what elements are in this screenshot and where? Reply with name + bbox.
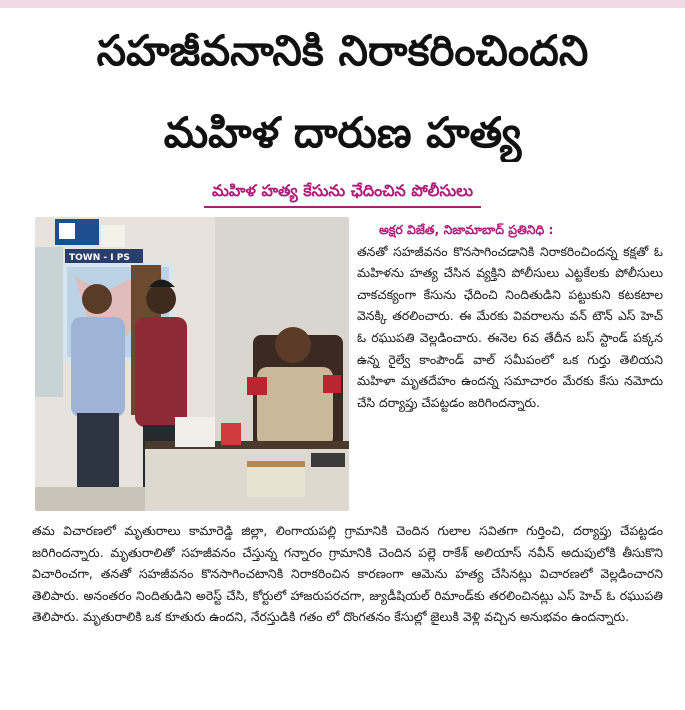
top-color-bar bbox=[0, 0, 685, 8]
news-photo bbox=[35, 217, 349, 511]
article-column-text: తనతో సహజీవనం కొనసాగించడానికి నిరాకరించిందన్న కక్షతో ఓ మహిళను హత్య చేసిన వ్యక్తిని పోలీసులు ఎట్టకేలకు పోలీసులు చాకచక్యంగా కేసును ఛేదించి నిందితుడిని పట్టుకుని కటకటాల వెనక్కి తరలించారు. ఈ మేరకు వివరాలను వన్ టౌన్ ఎస్ హెచ్ ఓ రఘుపతి వెల్లడించారు. ఈనెల 6వ తేదీన బస్ స్టాండ్ పక్కన ఉన్న రైల్వే కాంపౌండ్ వాల్ సమీపంలో ఒక గుర్తు తెలియని మహిళా మృతదేహం ఉందన్న సమాచారం మేరకు కేసు నమోదు చేసి దర్యాప్తు చేపట్టడం జరిగిందన్నారు. bbox=[357, 243, 663, 410]
subheadline bbox=[0, 178, 685, 208]
news-photo-illustration bbox=[35, 217, 349, 511]
photo-sign-text: TOWN - I PS bbox=[69, 253, 130, 263]
subheadline-text: మహిళ హత్య కేసును ఛేదించిన పోలీసులు bbox=[204, 178, 481, 208]
article-full-width-text: తమ విచారణలో మృతురాలు కామారెడ్డి జిల్లా, లింగాయపల్లి గ్రామానికి చెందిన గులాల సవితగా గుర్తించి, దర్యాప్తు చేపట్టడం జరిగిందన్నారు. మృతురాలితో సహజీవనం చేస్తున్న గన్నారం గ్రామానికి చెందిన పల్లె రాకేశ్ అలియాస్ నవీన్ అదుపులోకి తీసుకొని విచారించగా, తనతో సహజీవనం కొనసాగించటానికి నిరాకరించిన కారణంగా ఆమెను హత్య చేసినట్లు విచారణలో వెల్లడించారని తెలిపారు. అనంతరం నిందితుడిని అరెస్ట్ చేసి, కోర్టులో హాజరుపరచగా, జ్యుడీషియల్ రిమాండ్‌కు తరలించినట్లు ఎస్ హెచ్ ఓ రఘుపతి తెలిపారు. మృతురాలికి ఒక కూతురు ఉందని, నేరస్తుడికి గతం లో దొంగతనం కేసుల్లో జైలుకి వెళ్లి వచ్చిన అనుభవం ఉందన్నారు. bbox=[32, 523, 663, 625]
article-byline: అక్షర విజేత, నిజామాబాద్ ప్రతినిధి : bbox=[379, 222, 554, 237]
headline-line-2: మహిళ దారుణ హత్య bbox=[163, 108, 522, 157]
headline-line-1: సహజీవనానికి నిరాకరించిందని bbox=[96, 26, 589, 75]
article-column bbox=[357, 219, 663, 413]
